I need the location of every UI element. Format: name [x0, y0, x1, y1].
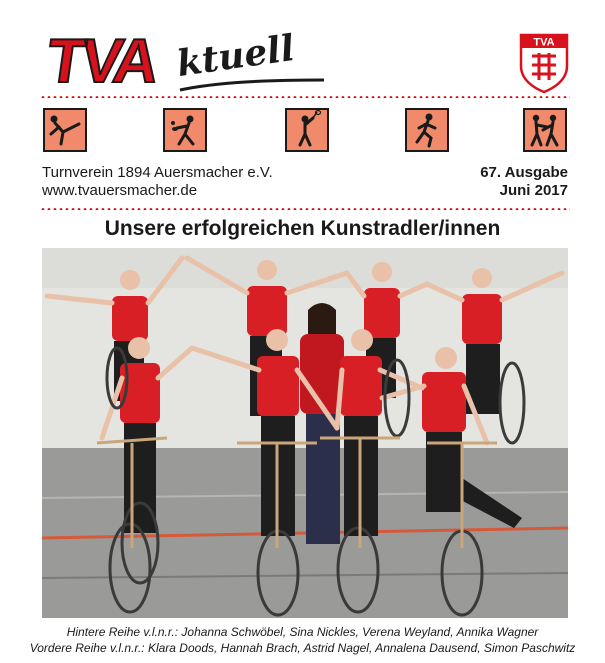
- aktuell-logo-text: ktuell: [174, 26, 298, 85]
- tva-logo-text: TVA: [42, 27, 160, 96]
- caption-front-row: Vordere Reihe v.l.n.r.: Klara Doods, Hannah Brach, Astrid Nagel, Annalena Dausend, Simon Paschwitz: [29, 641, 576, 655]
- logo-swoosh-icon: [178, 78, 326, 94]
- issue-number: 67. Ausgabe: [480, 164, 568, 181]
- masthead: [40, 28, 570, 98]
- issue-date: Juni 2017: [499, 182, 568, 199]
- divider-top: [40, 96, 570, 98]
- team-photo: [42, 248, 568, 618]
- emblem-text: TVA: [533, 36, 555, 49]
- club-name: Turnverein 1894 Auersmacher e.V.: [42, 164, 273, 181]
- martial-arts-icon: [43, 108, 87, 152]
- club-website-link[interactable]: www.tvauersmacher.de: [42, 182, 198, 199]
- tva-shield-emblem-icon: [518, 32, 570, 94]
- headline: Unsere erfolgreichen Kunstradler/innen: [104, 217, 501, 240]
- caption-back-row: Hintere Reihe v.l.n.r.: Johanna Schwöbel, Sina Nickles, Verena Weyland, Annika Wagner: [66, 625, 539, 639]
- judo-icon: [523, 108, 567, 152]
- running-icon: [405, 108, 449, 152]
- badminton-icon: [285, 108, 329, 152]
- table-tennis-icon: [163, 108, 207, 152]
- sport-icons-row: [40, 108, 570, 154]
- team-photo-illustration: [42, 248, 568, 618]
- divider-bottom: [40, 208, 570, 210]
